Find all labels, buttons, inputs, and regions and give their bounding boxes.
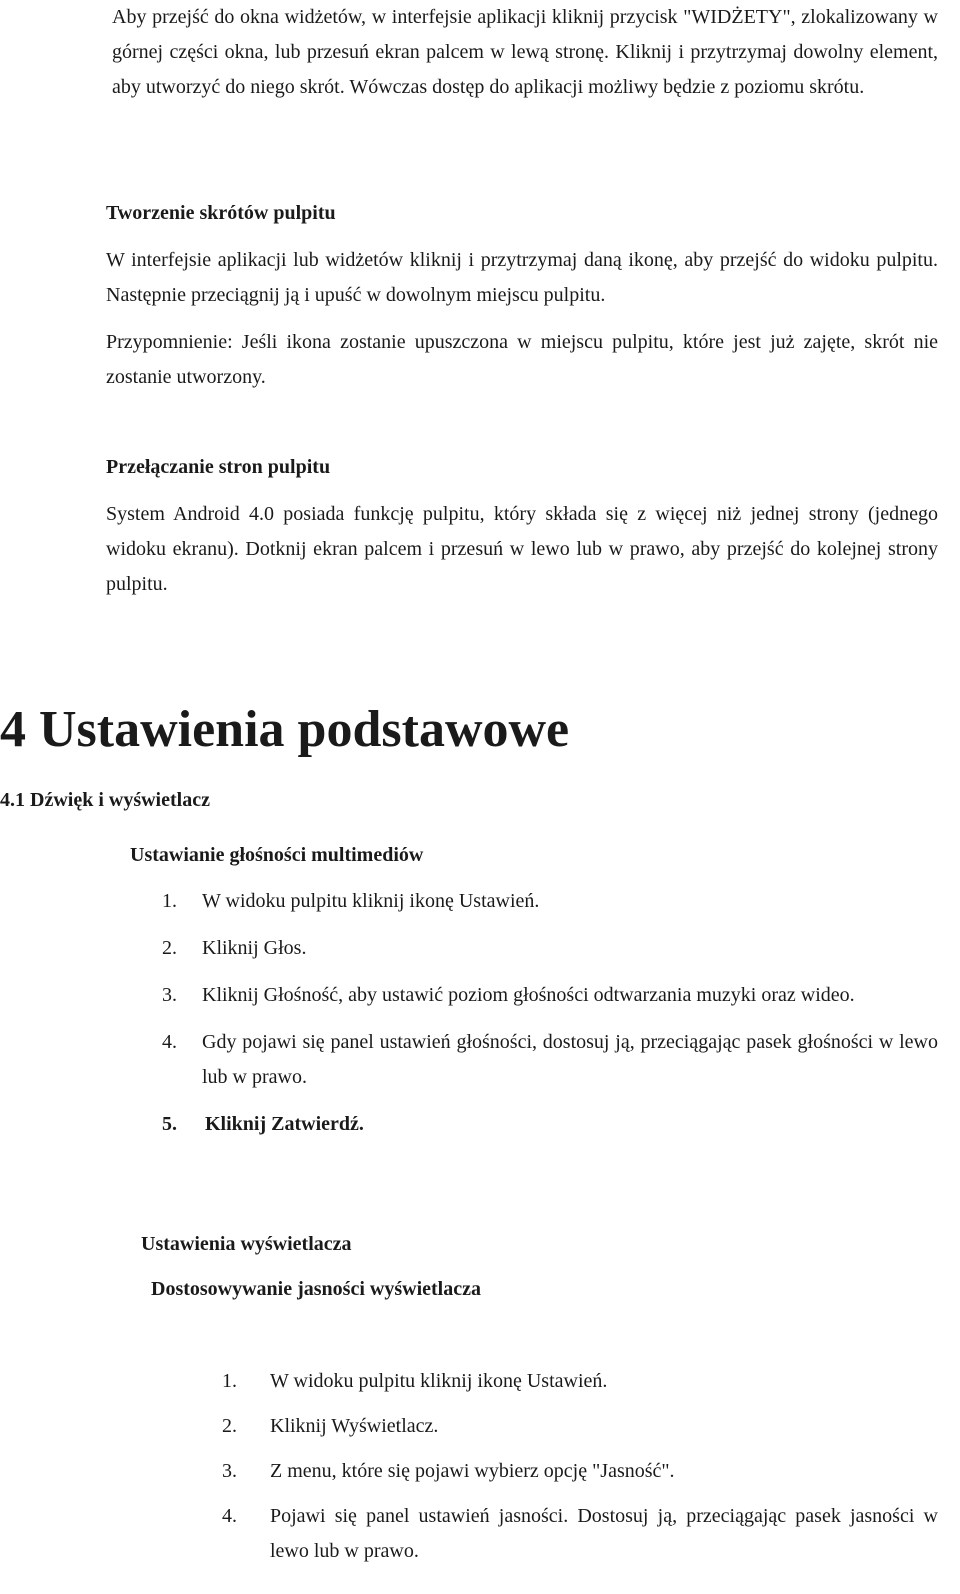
list-item <box>222 1499 938 1569</box>
list-item <box>162 1107 938 1142</box>
list-number: 5. <box>162 1113 177 1135</box>
list-number: 3. <box>162 984 177 1006</box>
list-item <box>162 1025 938 1095</box>
list-number: 1. <box>222 1370 237 1392</box>
section-title: 4.1 Dźwięk i wyświetlacz <box>0 789 210 811</box>
list-number: 2. <box>162 937 177 959</box>
list-number: 1. <box>162 890 177 912</box>
list-text: Pojawi się panel ustawień jasności. Dostosuj ją, przeciągając pasek jasności w lewo lub w prawo. <box>270 1505 938 1562</box>
list-text: Z menu, które się pojawi wybierz opcję "Jasność". <box>270 1460 675 1482</box>
display-heading: Ustawienia wyświetlacza <box>141 1233 352 1255</box>
shortcuts-reminder: Przypomnienie: Jeśli ikona zostanie upuszczona w miejscu pulpitu, które jest już zajęte, skrót nie zostanie utworzony. <box>106 331 938 388</box>
list-item <box>162 978 938 1013</box>
pages-heading: Przełączanie stron pulpitu <box>106 456 331 478</box>
shortcuts-heading: Tworzenie skrótów pulpitu <box>106 202 336 224</box>
volume-heading: Ustawianie głośności multimediów <box>130 844 424 866</box>
intro-paragraph: Aby przejść do okna widżetów, w interfejsie aplikacji kliknij przycisk "WIDŻETY", zlokalizowany w górnej części okna, lub przesuń ekran palcem w lewą stronę. Kliknij i przytrzymaj dowolny element, aby utworzyć do niego skrót. Wówczas dostęp do aplikacji możliwy będzie z poziomu skrótu. <box>112 6 938 98</box>
list-number: 4. <box>222 1505 237 1527</box>
list-text: Kliknij Wyświetlacz. <box>270 1415 439 1437</box>
display-steps-list <box>222 1364 938 1569</box>
list-text: W widoku pulpitu kliknij ikonę Ustawień. <box>270 1370 608 1392</box>
list-text: Kliknij Głośność, aby ustawić poziom głośności odtwarzania muzyki oraz wideo. <box>202 984 855 1006</box>
list-text: Kliknij Zatwierdź. <box>205 1113 364 1135</box>
list-text: Gdy pojawi się panel ustawień głośności, dostosuj ją, przeciągając pasek głośności w lewo lub w prawo. <box>202 1031 938 1088</box>
list-item <box>222 1454 938 1489</box>
list-number: 2. <box>222 1415 237 1437</box>
list-text: Kliknij Głos. <box>202 937 307 959</box>
list-item <box>162 931 938 966</box>
list-item <box>222 1364 938 1399</box>
volume-steps-list <box>162 884 938 1142</box>
pages-paragraph: System Android 4.0 posiada funkcję pulpitu, który składa się z więcej niż jednej strony (jednego widoku ekranu). Dotknij ekran palcem i przesuń w lewo lub w prawo, aby przejść do kolejnej strony pulpitu. <box>106 503 938 595</box>
list-number: 4. <box>162 1031 177 1053</box>
list-number: 3. <box>222 1460 237 1482</box>
brightness-subheading: Dostosowywanie jasności wyświetlacza <box>151 1278 481 1300</box>
list-text: W widoku pulpitu kliknij ikonę Ustawień. <box>202 890 540 912</box>
shortcuts-paragraph: W interfejsie aplikacji lub widżetów kliknij i przytrzymaj daną ikonę, aby przejść do widoku pulpitu. Następnie przeciągnij ją i upuść w dowolnym miejscu pulpitu. <box>106 249 938 306</box>
chapter-title: 4 Ustawienia podstawowe <box>0 701 570 758</box>
list-item <box>162 884 938 919</box>
list-item <box>222 1409 938 1444</box>
